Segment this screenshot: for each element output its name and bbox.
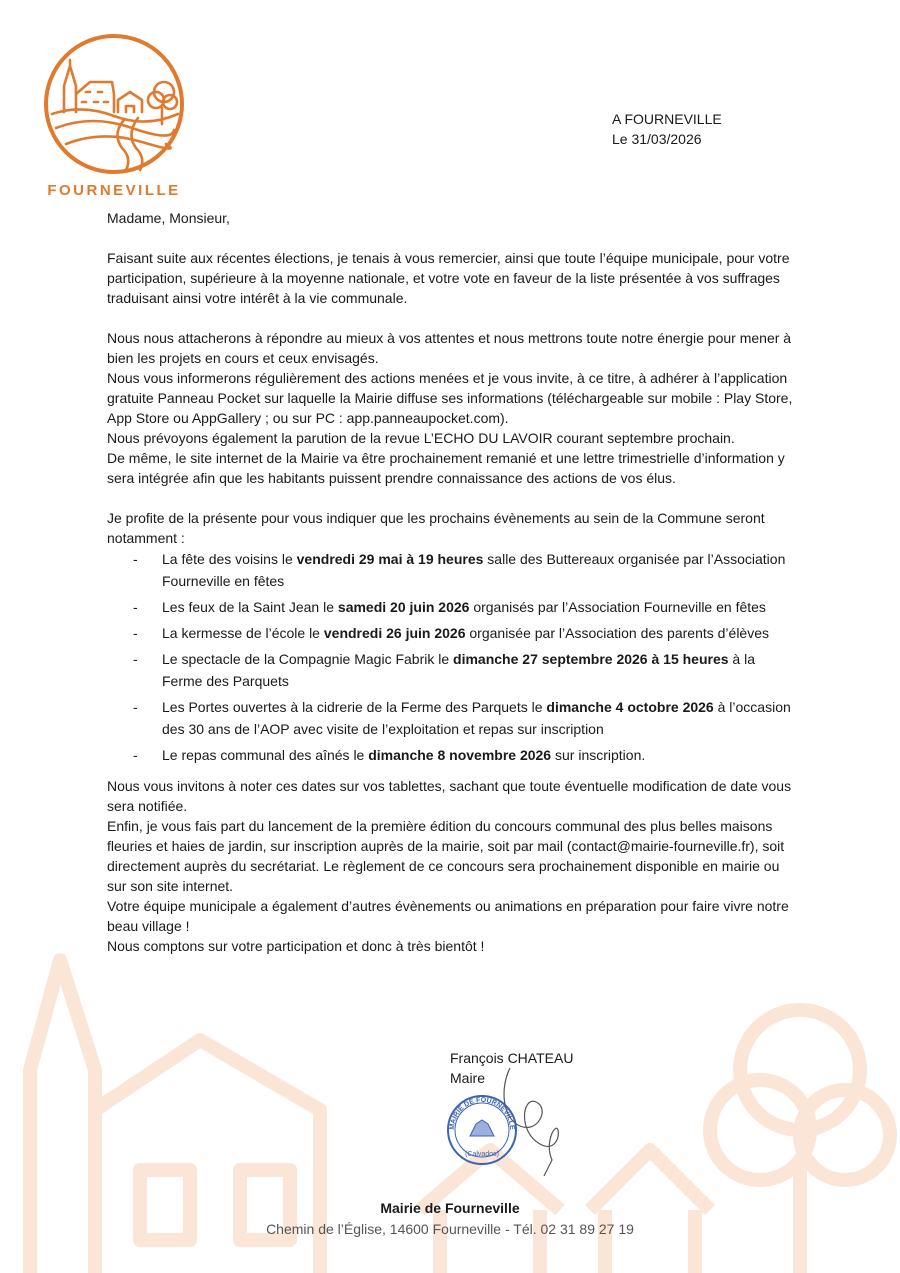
list-item: - Les feux de la Saint Jean le samedi 20 juin 2026 organisés par l’Association Fourneville en fêtes	[133, 599, 766, 615]
letter-body	[107, 208, 797, 956]
footer	[0, 1197, 900, 1239]
events-intro: Je profite de la présente pour vous indiquer que les prochains évènements au sein de la Commune seront notamment :	[107, 510, 765, 546]
paragraph-contest: Enfin, je vous fais part du lancement de la première édition du concours communal des plus belles maisons fleuries et haies de jardin, sur inscription auprès de la mairie, soit par mail (contact@mairie-fourneville.fr), soit directement auprès du secrétariat. Le règlement de ce concours sera prochainement disponible en mairie ou sur son site internet.	[107, 818, 785, 894]
paragraph-sign-off: Nous comptons sur votre participation et donc à très bientôt !	[107, 938, 485, 954]
paragraph-echo-lavoir: Nous prévoyons également la parution de la revue L’ECHO DU LAVOIR courant septembre prochain.	[107, 430, 735, 446]
list-item: - Le spectacle de la Compagnie Magic Fabrik le dimanche 27 septembre 2026 à 15 heures à la Ferme des Parquets	[133, 651, 755, 689]
footer-address: Chemin de l’Église, 14600 Fourneville - Tél. 02 31 89 27 19	[266, 1221, 634, 1237]
place-date	[612, 109, 722, 149]
letter-place: A FOURNEVILLE	[612, 111, 722, 127]
mayor-name: François CHATEAU	[450, 1050, 574, 1066]
list-item: - La fête des voisins le vendredi 29 mai à 19 heures salle des Buttereaux organisée par l’Association Fourneville en fêtes	[133, 551, 786, 589]
signature-block	[450, 1048, 573, 1088]
paragraph-thanks: Faisant suite aux récentes élections, je tenais à vous remercier, ainsi que toute l’équipe municipale, pour votre participation, supérieure à la moyenne nationale, et votre vote en faveur de la liste présentée à vos suffrages traduisant ainsi votre intérêt à la vie communale.	[107, 250, 790, 306]
footer-title: Mairie de Fourneville	[380, 1200, 520, 1216]
paragraph-note-dates: Nous vous invitons à noter ces dates sur vos tablettes, sachant que toute éventuelle modification de date vous sera notifiée.	[107, 778, 792, 814]
town-name: FOURNEVILLE	[47, 182, 181, 199]
events-list	[107, 548, 797, 766]
letter-date: Le 31/03/2026	[612, 131, 702, 147]
village-logo-icon	[42, 32, 186, 176]
svg-text:MAIRIE DE FOURNEVILLE: MAIRIE DE FOURNEVILLE	[448, 1096, 516, 1131]
paragraph-website: De même, le site internet de la Mairie va être prochainement remanié et une lettre trimestrielle d’information y sera intégrée afin que les habitants puissent prendre connaissance des actions de vos élus.	[107, 450, 785, 486]
list-item: - Le repas communal des aînés le dimanche 8 novembre 2026 sur inscription.	[133, 747, 646, 763]
list-item: - Les Portes ouvertes à la cidrerie de la Ferme des Parquets le dimanche 4 octobre 2026 à l’occasion des 30 ans de l’AOP avec visite de l’exploitation et repas sur inscription	[133, 699, 791, 737]
mayor-title: Maire	[450, 1070, 486, 1086]
paragraph-other-events: Votre équipe municipale a également d’autres évènements ou animations en préparation pour faire vivre notre beau village !	[107, 898, 789, 934]
paragraph-commitment: Nous nous attacherons à répondre au mieux à vos attentes et nous mettrons toute notre énergie pour mener à bien les projets en cours et ceux envisagés.	[107, 330, 792, 366]
town-logo	[40, 32, 188, 199]
paragraph-panneau-pocket: Nous vous informerons régulièrement des actions menées et je vous invite, à ce titre, à adhérer à l’application gratuite Panneau Pocket sur laquelle la Mairie diffuse ses informations (téléchargeable sur mobile : Play Store, App Store ou AppGallery ; ou sur PC : app.panneaupocket.com).	[107, 370, 793, 426]
list-item: - La kermesse de l’école le vendredi 26 juin 2026 organisée par l’Association des parents d’élèves	[133, 625, 770, 641]
greeting: Madame, Monsieur,	[107, 210, 230, 226]
svg-text:(Calvados): (Calvados)	[465, 1151, 499, 1158]
